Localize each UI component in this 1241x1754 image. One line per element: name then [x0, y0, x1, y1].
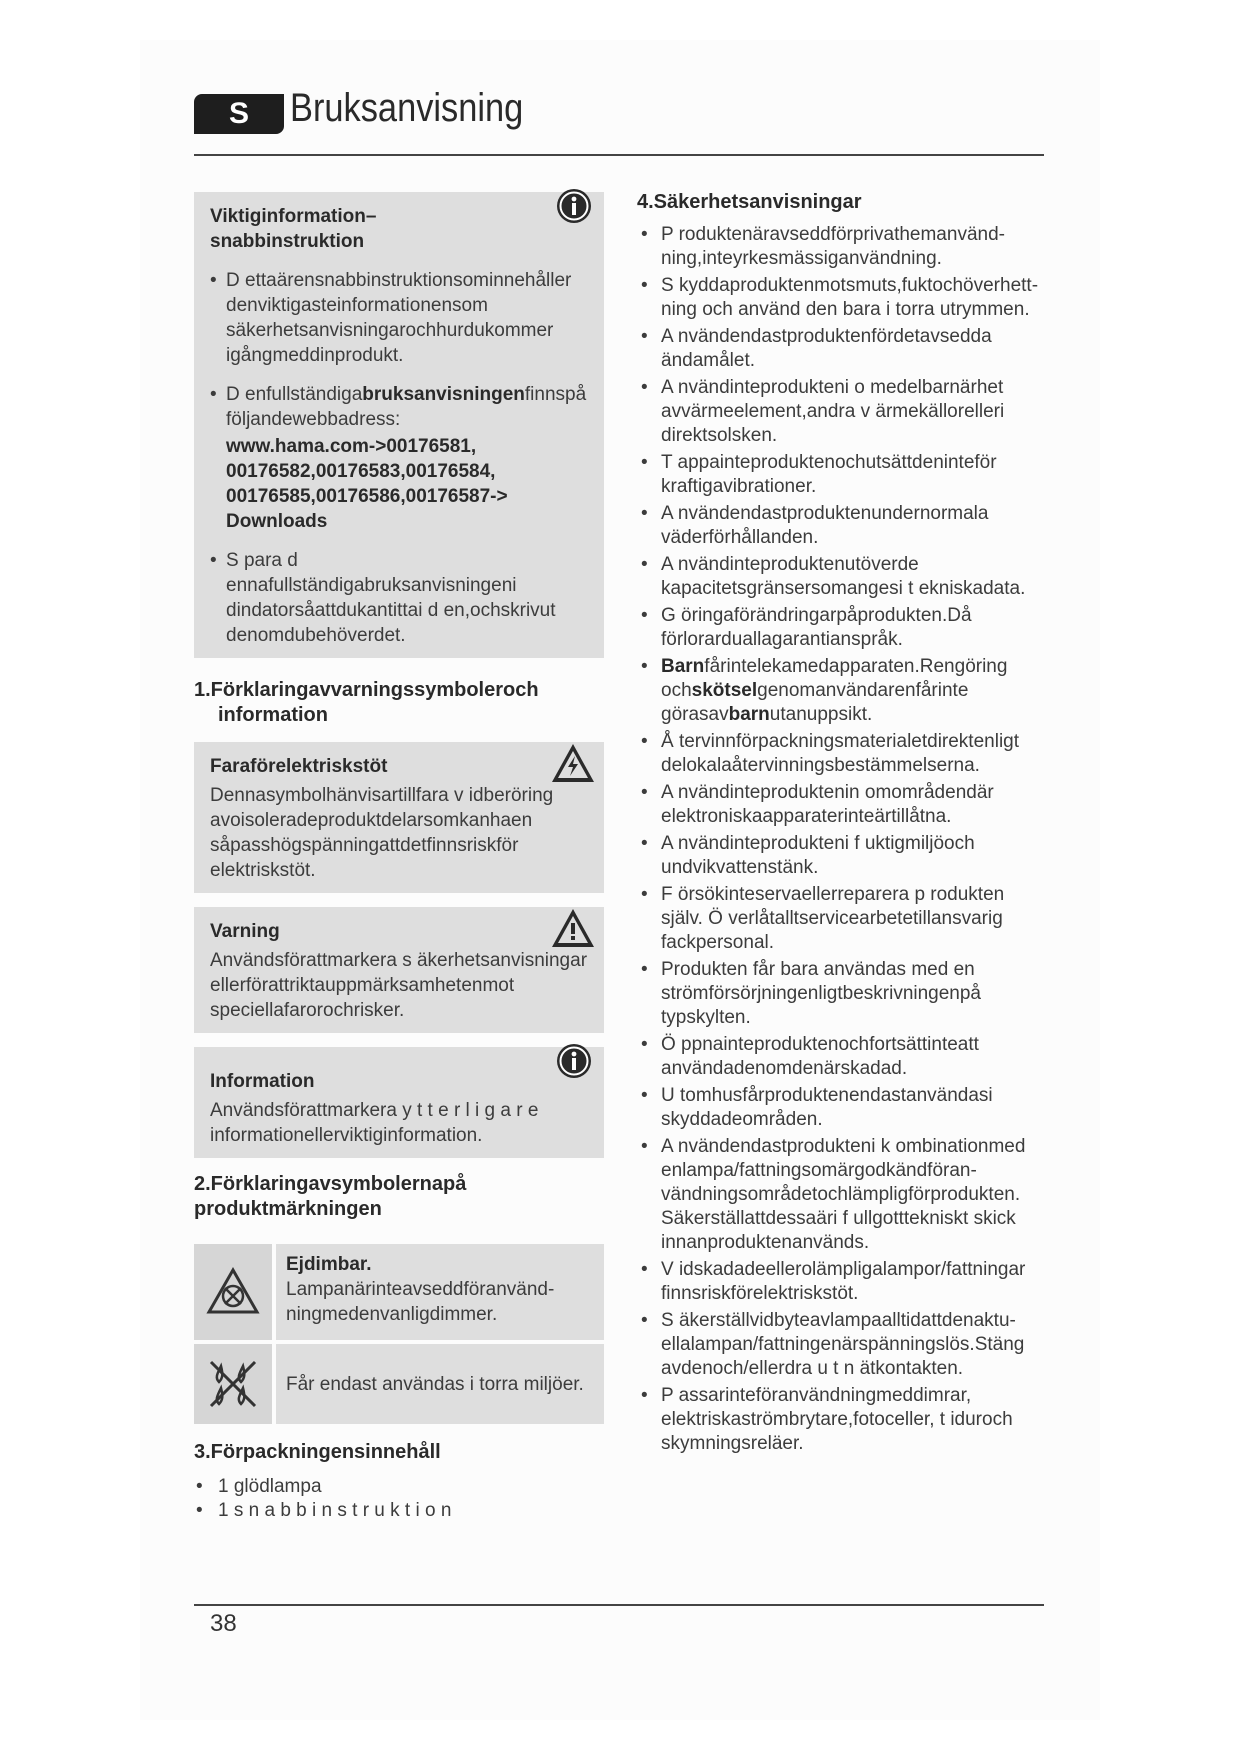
section-2-title-line2: produktmärkningen — [194, 1198, 382, 1220]
list-item: • A nvändendastproduktenundernormala väderförhållanden. — [637, 502, 1049, 550]
warning-box — [194, 907, 604, 1033]
symbol-text-dimmer — [276, 1244, 604, 1340]
list-item: • A nvändinteprodukteni f uktigmiljöoch undvikvattenstänk. — [637, 832, 1049, 880]
list-item: • A nvändendastproduktenfördetavsedda ändamålet. — [637, 325, 1049, 373]
list-item: • 1 glödlampa — [194, 1475, 604, 1499]
information-title: Information — [210, 1071, 315, 1092]
list-item: • S äkerställvidbyteavlampaalltidattdenaktu- ellalampan/fattningenärspänningslös.Stäng avdenoch/ellerdra u t n ätkontakten. — [637, 1309, 1049, 1381]
package-contents-list — [194, 1475, 604, 1523]
section-4-heading: 4.Säkerhetsanvisningar — [637, 191, 862, 213]
symbol-cell — [194, 1344, 272, 1424]
header-divider — [194, 154, 1044, 156]
warning-text: Användsförattmarkera s äkerhetsanvisningar ellerförattriktauppmärksamhetenmot speciellafarorochrisker. — [210, 950, 588, 1021]
list-item: • P assarinteföranvändningmeddimrar, elektriskaströmbrytare,fotoceller, t iduroch skymningsreläer. — [637, 1384, 1049, 1456]
danger-title: Faraförelektriskstöt — [210, 756, 388, 777]
children-text-2: genomanvändarenfårinte görasav — [661, 680, 969, 725]
list-item: • A nvändinteproduktenin omområdendär elektroniskaapparaterinteärtillåtna. — [637, 781, 1049, 829]
section-1-title-line1: 1.Förklaringavvarningssymboleroch — [194, 679, 539, 701]
children-bold-1: Barn — [661, 656, 705, 677]
list-item: • T appainteproduktenochutsättdeninteför kraftigavibrationer. — [637, 451, 1049, 499]
list-item: • V idskadadeellerolämpligalampor/fattningar finnsriskförelektriskstöt. — [637, 1258, 1049, 1306]
safety-list — [637, 223, 1049, 1456]
list-item: • P roduktenäravseddförprivathemanvänd- ning,inteyrkesmässiganvändning. — [637, 223, 1049, 271]
list-item: • F örsökinteservaellerreparera p rodukten själv. Ö verlåtalltservicearbetetillansvarig fackpersonal. — [637, 883, 1049, 955]
warning-icon — [550, 907, 596, 949]
children-bold-2: skötsel — [691, 680, 758, 701]
dry-environment-icon — [205, 1356, 261, 1412]
list-item: • A nvändinteproduktenutöverde kapacitetsgränsersomangesi t ekniskadata. — [637, 553, 1049, 601]
section-2-heading — [194, 1172, 604, 1222]
danger-box — [194, 742, 604, 893]
download-url[interactable]: www.hama.com->00176581, 00176582,00176583,00176584, 00176585,00176586,00176587-> Downloads — [226, 436, 508, 532]
list-item: • S kyddaproduktenmotsmuts,fuktochöverhett- ning och använd den bara i torra utrymmen. — [637, 274, 1049, 322]
no-dimmer-icon — [205, 1264, 261, 1320]
section-1-heading — [194, 678, 604, 728]
bullet2-pre: D enfullständiga — [226, 384, 363, 405]
dimmer-text: Lampanärinteavseddföranvänd- ningmedenvanligdimmer. — [286, 1279, 555, 1325]
language-badge: S — [194, 94, 284, 134]
quick-info-bullet-3: • S para d ennafullständigabruksanvisningeni dindatorsåattdukantittai d en,ochskrivut denomdubehöverdet. — [210, 548, 588, 648]
children-text-3: utanuppsikt. — [769, 704, 873, 725]
list-item: • A nvändinteprodukteni o medelbarnärhet avvärmeelement,andra v ärmekällorelleri direktsolsken. — [637, 376, 1049, 448]
symbol-row-dimmer — [194, 1244, 604, 1340]
list-item: • 1 s n a b b i n s t r u k t i o n — [194, 1499, 604, 1523]
info-icon — [556, 188, 592, 224]
left-column — [194, 192, 604, 1523]
symbol-row-dry — [194, 1344, 604, 1424]
list-item: • A nvändendastprodukteni k ombinationmed enlampa/fattningsomärgodkändföran- vändningsområdetochlämpligförprodukten. Säkerställattdessaäri f ullgotttekniskt skick innanproduktenanvänds. — [637, 1135, 1049, 1255]
quick-info-box — [194, 192, 604, 658]
quick-info-bullet-1: • D ettaärensnabbinstruktionsominnehåller denviktigasteinformationensom säkerhetsanvisningarochhurdukommer igångmeddinprodukt. — [210, 268, 588, 368]
list-item-children — [637, 655, 1049, 727]
page-title: Bruksanvisning — [290, 86, 524, 130]
list-item: • G öringaförändringarpåprodukten.Då förlorarduallagarantianspråk. — [637, 604, 1049, 652]
section-2-title-line1: 2.Förklaringavsymbolernapå — [194, 1173, 467, 1195]
information-box — [194, 1047, 604, 1158]
section-1-title-line2: information — [218, 704, 328, 726]
quick-info-title: Viktiginformation– snabbinstruktion — [210, 206, 377, 252]
right-column — [637, 190, 1049, 1459]
list-item: • U tomhusfårproduktenendastanvändasi skyddadeområden. — [637, 1084, 1049, 1132]
list-item: • Ö ppnainteproduktenochfortsättinteatt användadenomdenärskadad. — [637, 1033, 1049, 1081]
list-item: • Produkten får bara användas med en strömförsörjningenligtbeskrivningenpå typskylten. — [637, 958, 1049, 1030]
footer-divider — [194, 1604, 1044, 1606]
symbol-text-dry: Får endast användas i torra miljöer. — [276, 1344, 604, 1424]
bullet2-post: finnspå följandewebbadress: — [226, 384, 587, 430]
children-text-1: fårintelekamedapparaten.Rengöring och — [661, 656, 1008, 701]
children-bold-3: barn — [728, 704, 770, 725]
symbol-table — [194, 1244, 604, 1424]
danger-text: Dennasymbolhänvisartillfara v idberöring avoisoleradeproduktdelarsomkanhaen såpasshögspänningattdetfinnsriskför elektriskstöt. — [210, 785, 554, 881]
info-icon — [556, 1043, 592, 1079]
page-number: 38 — [210, 1610, 237, 1637]
dimmer-title: Ejdimbar. — [286, 1254, 372, 1275]
symbol-cell — [194, 1244, 272, 1340]
warning-title: Varning — [210, 921, 280, 942]
section-3-heading: 3.Förpackningensinnehåll — [194, 1441, 441, 1463]
electric-shock-warning-icon — [550, 742, 596, 784]
quick-info-bullet-2 — [210, 382, 588, 534]
list-item: • Å tervinnförpackningsmaterialetdirektenligt delokalaåtervinningsbestämmelserna. — [637, 730, 1049, 778]
information-text: Användsförattmarkera y t t e r l i g a r e informationellerviktiginformation. — [210, 1100, 539, 1146]
bullet2-bold: bruksanvisningen — [362, 384, 525, 405]
